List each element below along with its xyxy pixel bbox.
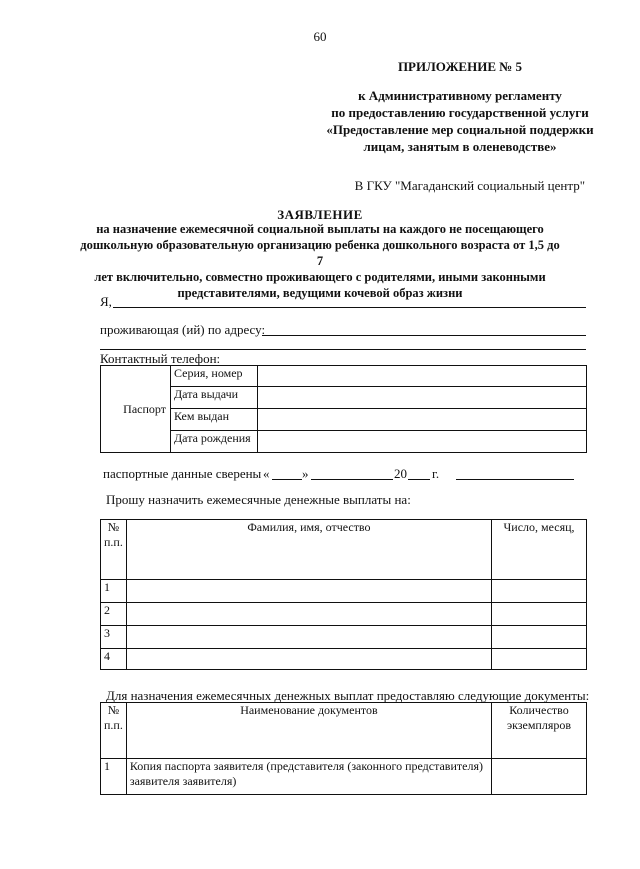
quote-close: » xyxy=(302,466,309,481)
row-number: 1 xyxy=(101,580,127,603)
i-label: Я, xyxy=(100,294,112,309)
row-number: 2 xyxy=(101,603,127,626)
col-num-header: № п.п. xyxy=(101,520,127,580)
passport-value[interactable] xyxy=(258,387,587,409)
child-date-cell[interactable] xyxy=(492,580,587,603)
year-field[interactable] xyxy=(408,479,430,480)
row-number: 4 xyxy=(101,649,127,670)
row-number: 3 xyxy=(101,626,127,649)
annex-line: по предоставлению государственной услуги xyxy=(331,105,589,120)
col-date-header: Число, месяц, xyxy=(492,520,587,580)
passport-value[interactable] xyxy=(258,431,587,453)
address-field-2[interactable] xyxy=(100,349,586,350)
docs-intro: Для назначения ежемесячных денежных выплат предоставляю следующие документы: xyxy=(106,688,590,703)
child-name-cell[interactable] xyxy=(126,580,491,603)
annex-line: «Предоставление мер социальной поддержки xyxy=(326,122,594,137)
annex-line: лицам, занятым в оленеводстве» xyxy=(363,139,557,154)
address-field[interactable] xyxy=(262,335,586,336)
docs-table xyxy=(100,702,587,795)
passport-label: Паспорт xyxy=(101,366,171,453)
subtitle-line: лет включительно, совместно проживающего с родителями, иными законными xyxy=(94,270,546,284)
passport-row-label: Серия, номер xyxy=(171,366,258,387)
child-date-cell[interactable] xyxy=(492,626,587,649)
child-date-cell[interactable] xyxy=(492,649,587,670)
passport-value[interactable] xyxy=(258,409,587,431)
passport-value[interactable] xyxy=(258,366,587,387)
signature-field[interactable] xyxy=(456,479,574,480)
passport-table xyxy=(100,365,587,453)
request-text: Прошу назначить ежемесячные денежные выплаты на: xyxy=(106,492,411,507)
address-label: проживающая (ий) по адресу: xyxy=(100,322,266,337)
doc-qty-cell[interactable] xyxy=(492,759,587,795)
verified-label: паспортные данные сверены xyxy=(103,466,262,481)
child-date-cell[interactable] xyxy=(492,603,587,626)
table-row xyxy=(101,580,587,603)
name-field[interactable] xyxy=(113,307,586,308)
passport-row-label: Дата выдачи xyxy=(171,387,258,409)
annex-title: ПРИЛОЖЕНИЕ № 5 xyxy=(397,59,523,74)
docs-col-num-header: № п.п. xyxy=(101,703,127,759)
subtitle-line: дошкольную образовательную организацию ребенка дошкольного возраста от 1,5 до 7 xyxy=(80,238,560,268)
passport-row-label: Кем выдан xyxy=(171,409,258,431)
year-prefix: 20 xyxy=(394,466,407,481)
table-row xyxy=(101,759,587,795)
col-name-header: Фамилия, имя, отчество xyxy=(126,520,491,580)
docs-col-name-header: Наименование документов xyxy=(126,703,491,759)
table-row xyxy=(101,626,587,649)
doc-name-cell: Копия паспорта заявителя (представителя (законного представителя) заявителя заявителя) xyxy=(126,759,491,795)
quote-open: « xyxy=(263,466,270,481)
month-field[interactable] xyxy=(311,479,393,480)
children-table xyxy=(100,519,587,670)
document-subtitle xyxy=(80,221,560,301)
annex-header xyxy=(300,58,620,155)
row-number: 1 xyxy=(101,759,127,795)
child-name-cell[interactable] xyxy=(126,626,491,649)
recipient: В ГКУ "Магаданский социальный центр" xyxy=(354,178,585,193)
docs-col-qty-header: Количество экземпляров xyxy=(492,703,587,759)
annex-line: к Административному регламенту xyxy=(358,88,562,103)
year-suffix: г. xyxy=(432,466,440,481)
phone-label: Контактный телефон: xyxy=(100,351,221,366)
page-number: 60 xyxy=(313,29,327,44)
passport-row-label: Дата рождения xyxy=(171,431,258,453)
subtitle-line: на назначение ежемесячной социальной выплаты на каждого не посещающего xyxy=(96,222,544,236)
table-row xyxy=(101,603,587,626)
day-field[interactable] xyxy=(272,479,302,480)
child-name-cell[interactable] xyxy=(126,603,491,626)
document-title: ЗАЯВЛЕНИЕ xyxy=(277,207,363,222)
subtitle-line: представителями, ведущими кочевой образ жизни xyxy=(177,286,463,300)
table-row xyxy=(101,649,587,670)
child-name-cell[interactable] xyxy=(126,649,491,670)
